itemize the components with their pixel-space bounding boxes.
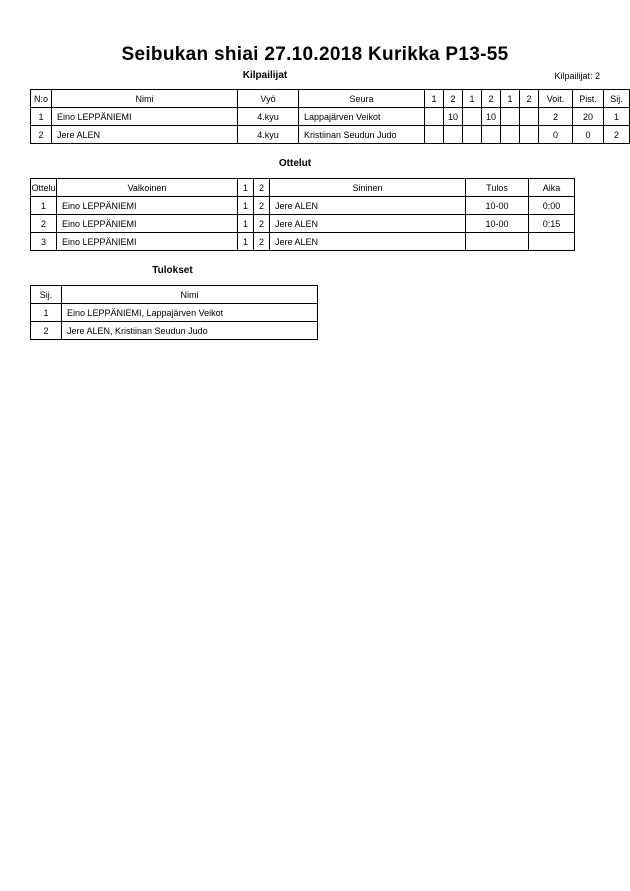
- table-header-row: [31, 90, 630, 108]
- cell-club: Lappajärven Veikot: [299, 108, 425, 126]
- cell-white: Eino LEPPÄNIEMI: [57, 215, 238, 233]
- results-table: [30, 285, 318, 340]
- cell-time: [529, 233, 575, 251]
- cell-result-name: Jere ALEN, Kristiinan Seudun Judo: [62, 322, 318, 340]
- table-row: [31, 197, 575, 215]
- column-header-time: Aika: [529, 179, 575, 197]
- results-section-label: Tulokset: [152, 265, 193, 276]
- cell-result-rank: 2: [31, 322, 62, 340]
- cell-blue: Jere ALEN: [270, 197, 466, 215]
- cell-score1: 1: [238, 233, 254, 251]
- cell-score1: 1: [238, 215, 254, 233]
- column-header-name: Nimi: [52, 90, 238, 108]
- cell-result: 10-00: [466, 215, 529, 233]
- cell-points: 20: [573, 108, 604, 126]
- cell-no: 1: [31, 108, 52, 126]
- column-header-score2: 2: [254, 179, 270, 197]
- cell-white: Eino LEPPÄNIEMI: [57, 233, 238, 251]
- cell-p4: [482, 126, 501, 144]
- cell-club: Kristiinan Seudun Judo: [299, 126, 425, 144]
- cell-wins: 2: [539, 108, 573, 126]
- column-header-p6: 2: [520, 90, 539, 108]
- cell-result-rank: 1: [31, 304, 62, 322]
- column-header-p4: 2: [482, 90, 501, 108]
- column-header-white: Valkoinen: [57, 179, 238, 197]
- cell-time: 0:15: [529, 215, 575, 233]
- cell-p2: [444, 126, 463, 144]
- table-row: [31, 126, 630, 144]
- cell-result: 10-00: [466, 197, 529, 215]
- competitors-count: Kilpailijat: 2: [554, 71, 600, 81]
- cell-p6: [520, 108, 539, 126]
- column-header-wins: Voit.: [539, 90, 573, 108]
- cell-p3: [463, 108, 482, 126]
- column-header-blue: Sininen: [270, 179, 466, 197]
- column-header-p2: 2: [444, 90, 463, 108]
- column-header-result-rank: Sij.: [31, 286, 62, 304]
- column-header-result: Tulos: [466, 179, 529, 197]
- table-header-row: [31, 286, 318, 304]
- table-header-row: [31, 179, 575, 197]
- column-header-points: Pist.: [573, 90, 604, 108]
- cell-p1: [425, 108, 444, 126]
- cell-score1: 1: [238, 197, 254, 215]
- column-header-club: Seura: [299, 90, 425, 108]
- cell-result-name: Eino LEPPÄNIEMI, Lappajärven Veikot: [62, 304, 318, 322]
- cell-result: [466, 233, 529, 251]
- column-header-no: N:o: [31, 90, 52, 108]
- competitors-section-label: Kilpailijat: [242, 70, 288, 81]
- cell-blue: Jere ALEN: [270, 215, 466, 233]
- column-header-result-name: Nimi: [62, 286, 318, 304]
- matches-table: [30, 178, 575, 251]
- cell-match-no: 3: [31, 233, 57, 251]
- cell-rank: 1: [604, 108, 630, 126]
- column-header-p1: 1: [425, 90, 444, 108]
- table-row: [31, 233, 575, 251]
- cell-wins: 0: [539, 126, 573, 144]
- cell-points: 0: [573, 126, 604, 144]
- table-row: [31, 322, 318, 340]
- cell-white: Eino LEPPÄNIEMI: [57, 197, 238, 215]
- cell-score2: 2: [254, 233, 270, 251]
- cell-match-no: 2: [31, 215, 57, 233]
- table-row: [31, 215, 575, 233]
- cell-p3: [463, 126, 482, 144]
- cell-no: 2: [31, 126, 52, 144]
- competitors-table: [30, 89, 630, 144]
- page-title: Seibukan shiai 27.10.2018 Kurikka P13-55: [121, 44, 509, 65]
- cell-p1: [425, 126, 444, 144]
- cell-time: 0:00: [529, 197, 575, 215]
- table-row: [31, 108, 630, 126]
- cell-name: Jere ALEN: [52, 126, 238, 144]
- column-header-score1: 1: [238, 179, 254, 197]
- cell-p5: [501, 126, 520, 144]
- table-row: [31, 304, 318, 322]
- cell-blue: Jere ALEN: [270, 233, 466, 251]
- cell-match-no: 1: [31, 197, 57, 215]
- cell-p4: 10: [482, 108, 501, 126]
- cell-p6: [520, 126, 539, 144]
- cell-score2: 2: [254, 197, 270, 215]
- cell-belt: 4.kyu: [238, 108, 299, 126]
- column-header-p5: 1: [501, 90, 520, 108]
- column-header-belt: Vyö: [238, 90, 299, 108]
- cell-rank: 2: [604, 126, 630, 144]
- cell-p2: 10: [444, 108, 463, 126]
- cell-score2: 2: [254, 215, 270, 233]
- column-header-rank: Sij.: [604, 90, 630, 108]
- cell-name: Eino LEPPÄNIEMI: [52, 108, 238, 126]
- column-header-p3: 1: [463, 90, 482, 108]
- matches-section-label: Ottelut: [278, 158, 312, 169]
- cell-p5: [501, 108, 520, 126]
- column-header-match-no: Ottelu: [31, 179, 57, 197]
- cell-belt: 4.kyu: [238, 126, 299, 144]
